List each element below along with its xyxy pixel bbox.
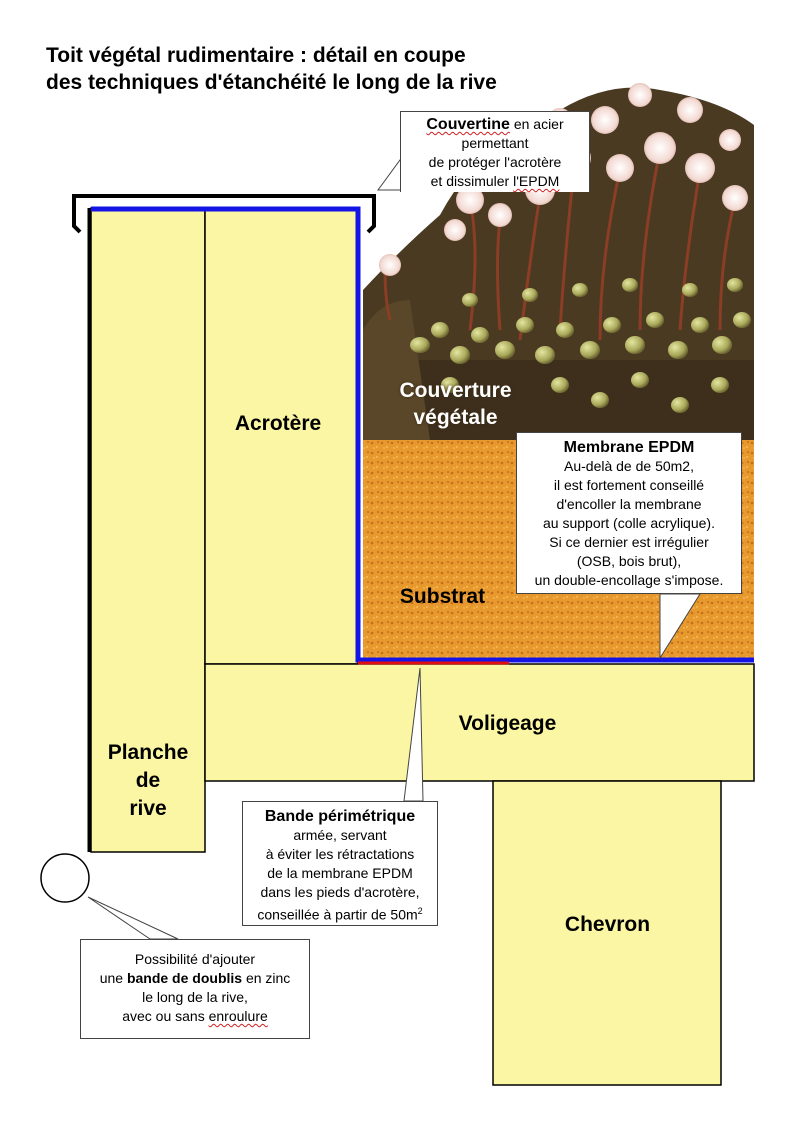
label-planche-line-2: de (135, 769, 161, 792)
bande-title: Bande périmétrique (264, 808, 416, 825)
page-title-line-2: des techniques d'étanchéité le long de la rive (46, 71, 497, 94)
membrane-line: (OSB, bois brut), (576, 553, 682, 569)
label-couverture-line-1: Couverture (399, 379, 512, 402)
couvertine-rest: en acier (509, 116, 564, 132)
label-planche-line-3: rive (129, 797, 167, 820)
callout-bande-doublis (80, 939, 310, 1039)
membrane-line: Au-delà de de 50m2, (564, 458, 694, 474)
membrane-title: Membrane EPDM (563, 439, 695, 456)
label-chevron: Chevron (564, 913, 651, 936)
membrane-line: Si ce dernier est irrégulier (549, 534, 709, 550)
label-planche-de-rive (92, 739, 204, 823)
bande-line-last (249, 902, 431, 925)
label-couverture-vegetale (378, 377, 533, 431)
couvertine-word: Couvertine (426, 116, 510, 133)
doublis-line-3: le long de la rive, (142, 989, 248, 1005)
doublis-line-2-prefix: une (99, 970, 127, 986)
doublis-line-4 (87, 1007, 303, 1026)
bande-line: dans les pieds d'acrotère, (260, 884, 420, 900)
membrane-line: il est fortement conseillé (553, 477, 705, 493)
membrane-line: d'encoller la membrane (556, 496, 702, 512)
page-title-line-1: Toit végétal rudimentaire : détail en coupe (46, 44, 466, 67)
couvertine-line-4-word: l'EPDM (513, 173, 560, 189)
label-planche-line-1: Planche (107, 741, 189, 764)
couvertine-line-4-prefix: et dissimuler (430, 173, 514, 189)
bande-last-prefix: conseillée à partir de 50m (257, 906, 418, 923)
couvertine-line-3: de protéger l'acrotère (428, 154, 562, 170)
doublis-line-2 (87, 969, 303, 988)
couvertine-line-1 (407, 115, 583, 134)
doublis-line-2-suffix: en zinc (242, 970, 291, 986)
acrotere-block (205, 208, 358, 664)
couvertine-line-2: permettant (461, 135, 529, 151)
bande-line: à éviter les rétractations (265, 846, 415, 862)
callout-couvertine (400, 111, 590, 192)
callout-bande-perimetrique (242, 801, 438, 926)
label-couverture-line-2: végétale (413, 406, 498, 429)
couvertine-line-4 (407, 172, 583, 191)
doublis-line-1: Possibilité d'ajouter (134, 951, 256, 967)
doublis-marker (41, 854, 89, 902)
doublis-line-4-prefix: avec ou sans (122, 1008, 209, 1024)
callout-membrane-epdm (516, 432, 742, 594)
label-substrat: Substrat (399, 585, 486, 608)
bande-line: de la membrane EPDM (267, 865, 413, 881)
bande-last-sup: 2 (417, 906, 423, 916)
membrane-line: un double-encollage s'impose. (534, 572, 724, 588)
label-voligeage: Voligeage (458, 712, 557, 735)
membrane-line: au support (colle acrylique). (543, 515, 715, 531)
label-acrotere: Acrotère (234, 412, 322, 435)
doublis-line-4-word: enroulure (208, 1008, 268, 1024)
bande-line: armée, servant (293, 827, 387, 843)
doublis-pointer (88, 897, 178, 939)
doublis-line-2-bold: bande de doublis (126, 970, 243, 986)
